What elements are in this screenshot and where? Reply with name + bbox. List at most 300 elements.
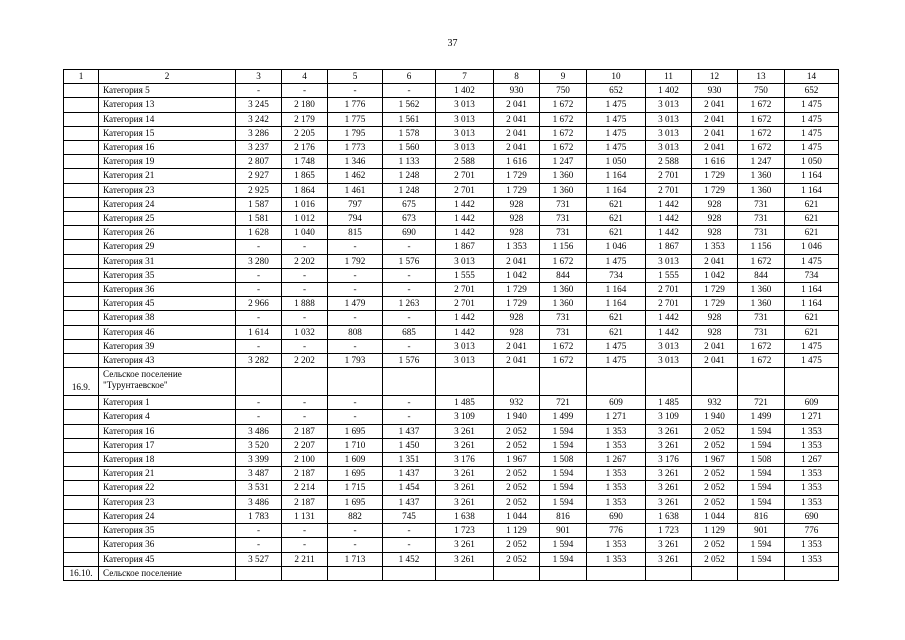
value-cell: 797	[328, 197, 383, 211]
value-cell: 3 013	[436, 141, 494, 155]
value-cell: 1 672	[738, 339, 785, 353]
value-cell: 2 041	[494, 126, 540, 140]
value-cell: -	[383, 524, 436, 538]
value-cell: 3 013	[436, 98, 494, 112]
value-cell: 1 164	[785, 283, 839, 297]
table-row	[64, 354, 839, 368]
row-number	[64, 197, 99, 211]
value-cell: 1 594	[738, 552, 785, 566]
value-cell: 1 576	[383, 254, 436, 268]
value-cell: 609	[587, 396, 646, 410]
value-cell: 1 867	[436, 240, 494, 254]
table-row	[64, 226, 839, 240]
value-cell: 1 967	[494, 453, 540, 467]
value-cell: 3 261	[646, 481, 692, 495]
value-cell: 1 402	[646, 84, 692, 98]
value-cell: 1 561	[383, 112, 436, 126]
value-cell: 1 042	[494, 268, 540, 282]
value-cell: 1 499	[540, 410, 587, 424]
row-name: Категория 14	[99, 112, 236, 126]
value-cell: 2 052	[494, 424, 540, 438]
value-cell: -	[282, 524, 328, 538]
value-cell: 2 052	[692, 481, 738, 495]
table-row	[64, 311, 839, 325]
value-cell: 928	[692, 325, 738, 339]
value-cell: 1 442	[436, 311, 494, 325]
value-cell: 1 587	[236, 197, 282, 211]
value-cell: 2 041	[494, 98, 540, 112]
row-number: 16.10.	[64, 566, 99, 580]
value-cell: 731	[540, 325, 587, 339]
value-cell: 690	[383, 226, 436, 240]
value-cell: 1 475	[785, 354, 839, 368]
row-name: Категория 13	[99, 98, 236, 112]
row-number	[64, 495, 99, 509]
table-row	[64, 538, 839, 552]
value-cell: 3 282	[236, 354, 282, 368]
value-cell: 1 638	[646, 509, 692, 523]
table-row	[64, 240, 839, 254]
value-cell: 731	[738, 325, 785, 339]
value-cell: 1 353	[785, 438, 839, 452]
row-number	[64, 283, 99, 297]
value-cell: 3 013	[646, 254, 692, 268]
row-name: Категория 45	[99, 552, 236, 566]
row-name: Категория 5	[99, 84, 236, 98]
value-cell: 2 041	[494, 354, 540, 368]
value-cell: 2 214	[282, 481, 328, 495]
value-cell: 3 237	[236, 141, 282, 155]
value-cell	[785, 566, 839, 580]
value-cell: 1 748	[282, 155, 328, 169]
value-cell: 1 729	[692, 183, 738, 197]
value-cell: 1 129	[692, 524, 738, 538]
table-row	[64, 268, 839, 282]
table-body	[64, 70, 839, 581]
value-cell: 734	[785, 268, 839, 282]
value-cell: 3 013	[646, 141, 692, 155]
row-number	[64, 509, 99, 523]
value-cell: 1 562	[383, 98, 436, 112]
row-name: Категория 45	[99, 297, 236, 311]
value-cell: 2 041	[692, 354, 738, 368]
value-cell: 652	[587, 84, 646, 98]
value-cell: -	[328, 339, 383, 353]
row-name: Категория 16	[99, 141, 236, 155]
value-cell: 794	[328, 212, 383, 226]
value-cell: -	[328, 396, 383, 410]
value-cell: 1 475	[785, 126, 839, 140]
value-cell: 2 202	[282, 254, 328, 268]
value-cell: 3 520	[236, 438, 282, 452]
value-cell: 3 013	[436, 126, 494, 140]
value-cell: 2 041	[692, 254, 738, 268]
value-cell: 1 442	[436, 226, 494, 240]
header-cell: 3	[236, 70, 282, 84]
table-row	[64, 183, 839, 197]
value-cell: -	[328, 410, 383, 424]
row-number	[64, 126, 99, 140]
value-cell: 1 164	[587, 297, 646, 311]
value-cell: 3 242	[236, 112, 282, 126]
table-row	[64, 212, 839, 226]
value-cell: -	[383, 410, 436, 424]
value-cell: 1 248	[383, 169, 436, 183]
value-cell: 1 672	[540, 354, 587, 368]
value-cell: 1 247	[540, 155, 587, 169]
value-cell: 1 729	[692, 297, 738, 311]
table-row	[64, 453, 839, 467]
value-cell: 1 594	[540, 552, 587, 566]
row-number: 16.9.	[64, 368, 99, 396]
value-cell: 1 353	[587, 552, 646, 566]
value-cell: 3 013	[436, 254, 494, 268]
value-cell: 673	[383, 212, 436, 226]
value-cell	[236, 566, 282, 580]
value-cell	[282, 566, 328, 580]
value-cell: 1 576	[383, 354, 436, 368]
value-cell: 1 594	[540, 467, 587, 481]
value-cell: -	[282, 84, 328, 98]
header-cell: 4	[282, 70, 328, 84]
table-row	[64, 396, 839, 410]
value-cell: 1 672	[540, 112, 587, 126]
value-cell: -	[328, 268, 383, 282]
value-cell: 3 013	[436, 112, 494, 126]
value-cell: 750	[540, 84, 587, 98]
value-cell: 731	[738, 197, 785, 211]
value-cell: 2 807	[236, 155, 282, 169]
value-cell: 1 940	[692, 410, 738, 424]
value-cell: 1 353	[785, 495, 839, 509]
value-cell: 882	[328, 509, 383, 523]
value-cell: 1 475	[587, 254, 646, 268]
row-name: Категория 38	[99, 311, 236, 325]
value-cell: 815	[328, 226, 383, 240]
value-cell: 1 888	[282, 297, 328, 311]
value-cell: 621	[785, 311, 839, 325]
value-cell: 1 046	[587, 240, 646, 254]
value-cell: 1 475	[785, 112, 839, 126]
value-cell: -	[236, 268, 282, 282]
value-cell: 721	[540, 396, 587, 410]
value-cell: -	[383, 339, 436, 353]
value-cell: 3 109	[646, 410, 692, 424]
value-cell: 1 783	[236, 509, 282, 523]
value-cell: 1 353	[587, 467, 646, 481]
value-cell: 731	[738, 226, 785, 240]
row-name: Категория 35	[99, 524, 236, 538]
value-cell: 1 437	[383, 495, 436, 509]
value-cell: 2 052	[494, 495, 540, 509]
table-row	[64, 197, 839, 211]
row-number	[64, 183, 99, 197]
table-row	[64, 467, 839, 481]
value-cell: 1 475	[587, 141, 646, 155]
value-cell: -	[282, 283, 328, 297]
value-cell: 932	[494, 396, 540, 410]
row-name: Категория 23	[99, 495, 236, 509]
table-row	[64, 339, 839, 353]
value-cell	[494, 368, 540, 396]
section-row	[64, 368, 839, 396]
table-row	[64, 155, 839, 169]
value-cell: 2 202	[282, 354, 328, 368]
value-cell: 1 164	[587, 169, 646, 183]
value-cell: 1 560	[383, 141, 436, 155]
table-row	[64, 410, 839, 424]
row-name: Сельское поселение	[99, 566, 236, 580]
value-cell: 2 041	[692, 141, 738, 155]
value-cell: 621	[587, 325, 646, 339]
value-cell: 1 442	[436, 212, 494, 226]
value-cell: -	[282, 311, 328, 325]
value-cell: 731	[738, 311, 785, 325]
value-cell: 1 267	[587, 453, 646, 467]
value-cell: 1 263	[383, 297, 436, 311]
value-cell: 1 131	[282, 509, 328, 523]
value-cell: 816	[738, 509, 785, 523]
header-cell: 1	[64, 70, 99, 84]
value-cell: 1 353	[587, 495, 646, 509]
value-cell: 3 176	[436, 453, 494, 467]
value-cell: 609	[785, 396, 839, 410]
value-cell	[587, 368, 646, 396]
table-row	[64, 254, 839, 268]
value-cell: 1 616	[692, 155, 738, 169]
row-name: Категория 19	[99, 155, 236, 169]
value-cell: 1 475	[587, 354, 646, 368]
value-cell: -	[328, 538, 383, 552]
value-cell: 1 353	[587, 438, 646, 452]
value-cell: 928	[692, 197, 738, 211]
value-cell: 1 050	[587, 155, 646, 169]
value-cell: 2 207	[282, 438, 328, 452]
value-cell: 3 261	[436, 424, 494, 438]
value-cell: 3 109	[436, 410, 494, 424]
value-cell: 2 041	[692, 126, 738, 140]
value-cell: 2 925	[236, 183, 282, 197]
value-cell: 745	[383, 509, 436, 523]
row-number	[64, 155, 99, 169]
value-cell: 1 729	[494, 297, 540, 311]
value-cell: 1 485	[646, 396, 692, 410]
value-cell: 2 205	[282, 126, 328, 140]
value-cell: -	[236, 339, 282, 353]
value-cell: 2 966	[236, 297, 282, 311]
value-cell: 1 609	[328, 453, 383, 467]
value-cell: 1 442	[646, 197, 692, 211]
value-cell: 1 865	[282, 169, 328, 183]
value-cell: 1 042	[692, 268, 738, 282]
header-cell: 11	[646, 70, 692, 84]
table-row	[64, 524, 839, 538]
value-cell: 816	[540, 509, 587, 523]
value-cell	[738, 566, 785, 580]
section-row	[64, 566, 839, 580]
value-cell: 1 271	[587, 410, 646, 424]
table-row	[64, 169, 839, 183]
value-cell: 1 360	[540, 283, 587, 297]
row-name: Категория 21	[99, 169, 236, 183]
value-cell: 2 180	[282, 98, 328, 112]
value-cell: 1 442	[436, 325, 494, 339]
row-name: Категория 22	[99, 481, 236, 495]
value-cell: 2 052	[692, 552, 738, 566]
value-cell: 1 940	[494, 410, 540, 424]
value-cell: 1 729	[692, 169, 738, 183]
value-cell: 690	[785, 509, 839, 523]
value-cell: 1 016	[282, 197, 328, 211]
value-cell: 1 594	[738, 467, 785, 481]
header-cell: 5	[328, 70, 383, 84]
row-number	[64, 467, 99, 481]
value-cell: 1 594	[540, 424, 587, 438]
value-cell: 1 672	[540, 339, 587, 353]
row-number	[64, 438, 99, 452]
row-number	[64, 268, 99, 282]
row-name: Категория 24	[99, 197, 236, 211]
table-row	[64, 325, 839, 339]
value-cell: 901	[738, 524, 785, 538]
value-cell: 721	[738, 396, 785, 410]
value-cell: 928	[692, 212, 738, 226]
row-number	[64, 524, 99, 538]
value-cell: 2 187	[282, 495, 328, 509]
value-cell: 1 353	[785, 467, 839, 481]
value-cell: -	[236, 283, 282, 297]
value-cell: 1 616	[494, 155, 540, 169]
value-cell: 2 052	[692, 438, 738, 452]
value-cell: 2 187	[282, 424, 328, 438]
value-cell: -	[328, 311, 383, 325]
row-number	[64, 410, 99, 424]
value-cell: -	[383, 396, 436, 410]
value-cell: 2 701	[436, 283, 494, 297]
value-cell: -	[328, 84, 383, 98]
value-cell: 3 013	[436, 354, 494, 368]
value-cell: 1 594	[540, 481, 587, 495]
value-cell: 3 261	[646, 424, 692, 438]
row-name: Категория 36	[99, 283, 236, 297]
value-cell: 675	[383, 197, 436, 211]
value-cell	[540, 566, 587, 580]
value-cell: 1 454	[383, 481, 436, 495]
value-cell: 3 486	[236, 495, 282, 509]
value-cell: 928	[494, 197, 540, 211]
value-cell: 1 594	[738, 538, 785, 552]
value-cell: 1 695	[328, 467, 383, 481]
value-cell: -	[383, 240, 436, 254]
value-cell: 1 695	[328, 495, 383, 509]
value-cell: -	[236, 410, 282, 424]
value-cell: 1 475	[587, 126, 646, 140]
value-cell: 1 475	[785, 141, 839, 155]
value-cell: 685	[383, 325, 436, 339]
value-cell: 2 701	[646, 183, 692, 197]
value-cell: -	[328, 283, 383, 297]
value-cell: 1 353	[587, 538, 646, 552]
value-cell: 1 672	[540, 141, 587, 155]
table-row	[64, 438, 839, 452]
value-cell	[436, 566, 494, 580]
table-row	[64, 84, 839, 98]
value-cell: 1 360	[738, 183, 785, 197]
value-cell: 3 261	[646, 467, 692, 481]
value-cell: 1 353	[692, 240, 738, 254]
header-row	[64, 70, 839, 84]
value-cell: 1 594	[738, 424, 785, 438]
value-cell: 1 247	[738, 155, 785, 169]
value-cell: 2 927	[236, 169, 282, 183]
value-cell: 3 261	[436, 538, 494, 552]
value-cell: 2 701	[646, 283, 692, 297]
value-cell: 1 360	[738, 297, 785, 311]
row-name: Категория 39	[99, 339, 236, 353]
header-cell: 2	[99, 70, 236, 84]
value-cell: 1 638	[436, 509, 494, 523]
value-cell: 1 046	[785, 240, 839, 254]
value-cell: 1 353	[785, 552, 839, 566]
value-cell: 1 723	[646, 524, 692, 538]
value-cell: 1 129	[494, 524, 540, 538]
value-cell: 1 267	[785, 453, 839, 467]
row-name: Категория 17	[99, 438, 236, 452]
value-cell: 1 442	[646, 311, 692, 325]
value-cell	[785, 368, 839, 396]
value-cell: 1 353	[587, 481, 646, 495]
value-cell: 1 729	[692, 283, 738, 297]
header-cell: 13	[738, 70, 785, 84]
value-cell: 1 508	[738, 453, 785, 467]
row-name: Категория 24	[99, 509, 236, 523]
value-cell: 1 442	[436, 197, 494, 211]
row-name: Категория 16	[99, 424, 236, 438]
row-number	[64, 240, 99, 254]
value-cell: 1 450	[383, 438, 436, 452]
value-cell: 3 261	[436, 495, 494, 509]
value-cell: 776	[785, 524, 839, 538]
value-cell: 1 793	[328, 354, 383, 368]
value-cell: 621	[785, 325, 839, 339]
value-cell: 1 672	[738, 98, 785, 112]
value-cell: 1 485	[436, 396, 494, 410]
value-cell: 2 211	[282, 552, 328, 566]
value-cell: 1 594	[540, 495, 587, 509]
value-cell: 3 261	[646, 438, 692, 452]
table-row	[64, 283, 839, 297]
value-cell: 1 867	[646, 240, 692, 254]
value-cell: 3 261	[646, 538, 692, 552]
value-cell: -	[282, 240, 328, 254]
value-cell: 1 795	[328, 126, 383, 140]
value-cell: 2 052	[692, 538, 738, 552]
row-number	[64, 84, 99, 98]
value-cell	[383, 368, 436, 396]
table-row	[64, 552, 839, 566]
value-cell: 1 713	[328, 552, 383, 566]
value-cell: -	[236, 84, 282, 98]
value-cell: -	[236, 538, 282, 552]
table-row	[64, 126, 839, 140]
row-number	[64, 538, 99, 552]
value-cell: 1 044	[494, 509, 540, 523]
value-cell: 1 723	[436, 524, 494, 538]
value-cell: 1 672	[738, 112, 785, 126]
value-cell: 930	[494, 84, 540, 98]
row-number	[64, 325, 99, 339]
row-number	[64, 552, 99, 566]
